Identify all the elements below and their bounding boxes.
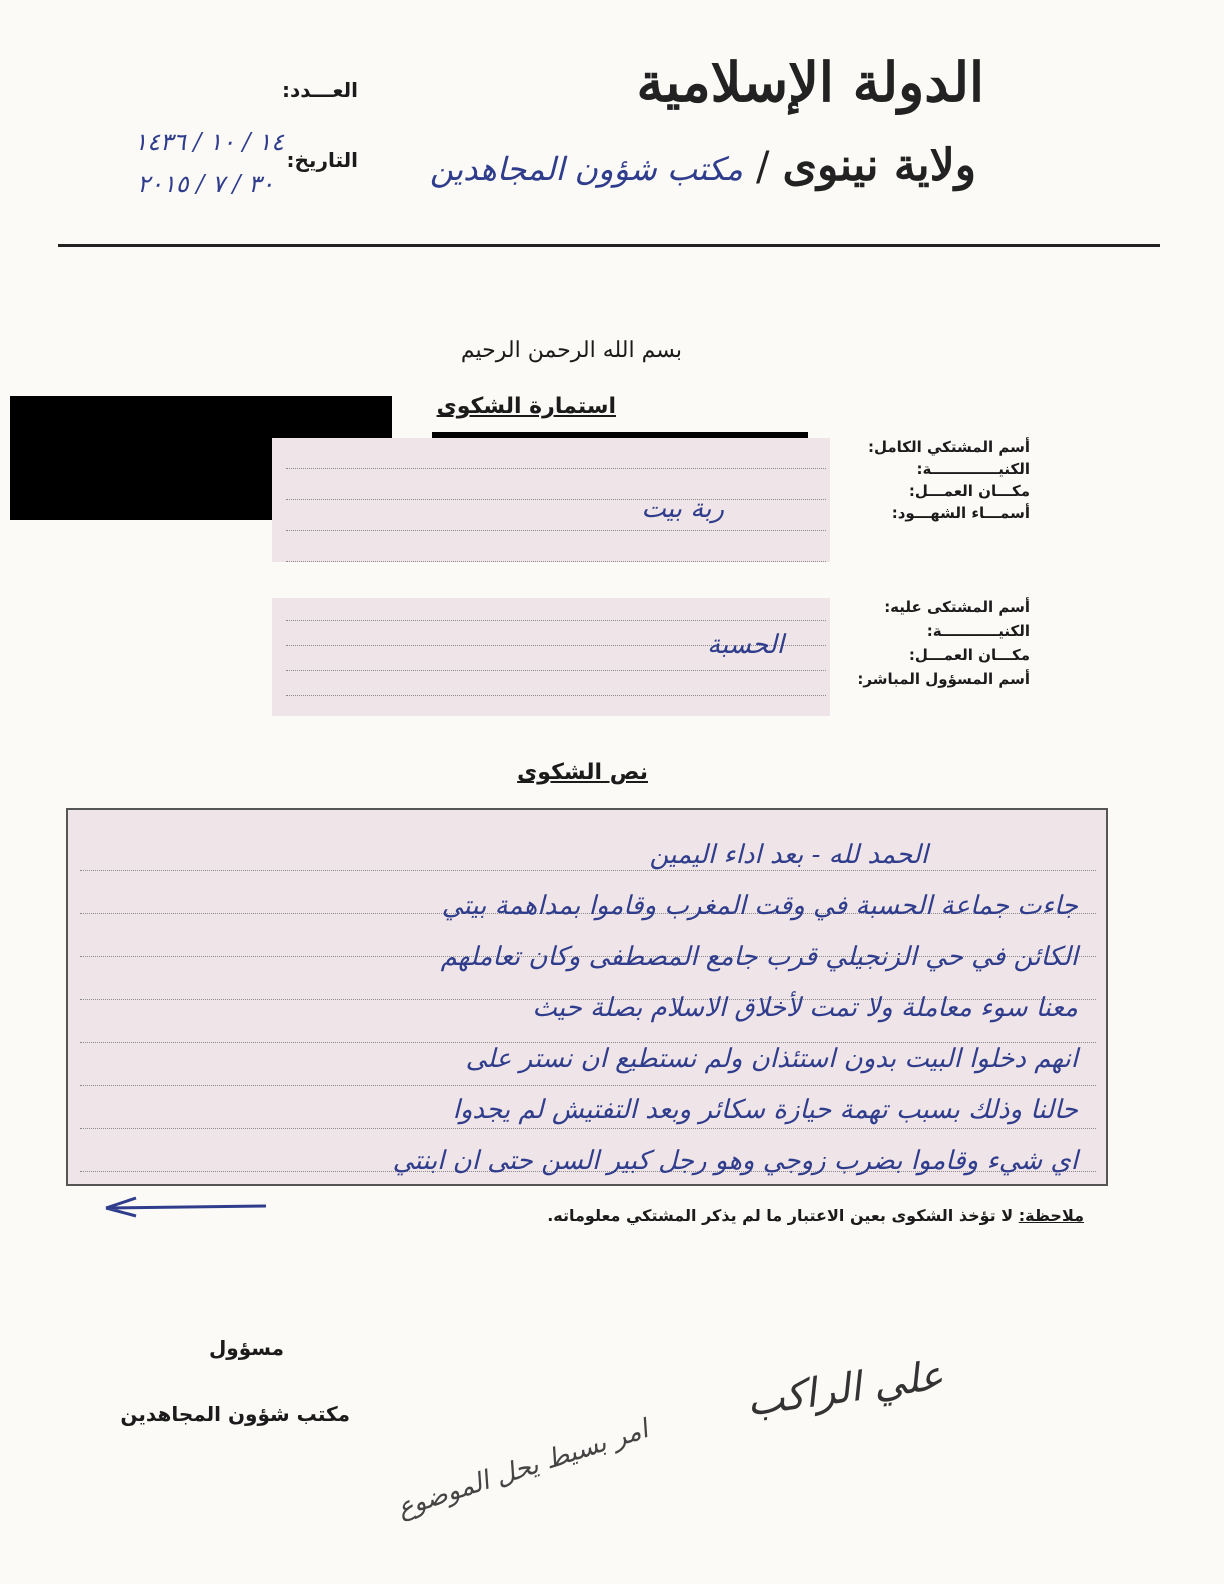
province-separator: / [755, 144, 770, 190]
date-gregorian: ٣٠ / ٧ / ٢٠١٥ [137, 170, 274, 198]
office-name-handwritten: مكتب شؤون المجاهدين [429, 150, 743, 188]
number-label: العـــدد: [282, 78, 358, 102]
complaint-line: الكائن في حي الزنجيلي قرب جامع المصطفى وكان تعاملهم [440, 942, 1078, 972]
responsible-label: مسؤول [208, 1336, 284, 1360]
complaint-heading: نص الشكوى [517, 760, 648, 785]
label-respondent-nickname: الكنيـــــــــــة: [926, 622, 1030, 640]
complaint-line: معنا سوء معاملة ولا تمت لأخلاق الاسلام بصلة حيث [532, 993, 1078, 1023]
handwritten-note: امر بسيط يحل الموضوع [394, 1414, 653, 1524]
pen-stroke-arrow [96, 1192, 276, 1222]
handwritten-signature: علي الراكب [743, 1352, 947, 1426]
note-text: لا تؤخذ الشكوى بعين الاعتبار ما لم يذكر المشتكي معلوماته. [547, 1206, 1014, 1225]
complaint-text [78, 830, 1078, 1187]
office-signature-label: مكتب شؤون المجاهدين [120, 1402, 350, 1426]
complainant-line [286, 500, 826, 531]
header-divider [58, 244, 1160, 247]
respondent-labels [830, 598, 1030, 694]
province-name: ولاية نينوى [782, 140, 976, 191]
bismillah: بسم الله الرحمن الرحيم [460, 338, 682, 363]
label-complainant-nickname: الكنيـــــــــــــة: [916, 460, 1030, 478]
complaint-line: اي شيء وقاموا بضرب زوجي وهو رجل كبير السن حتى ان ابنتي [392, 1146, 1078, 1176]
complainant-labels [830, 438, 1030, 526]
note-label: ملاحظة: [1018, 1206, 1084, 1225]
label-complainant-workplace: مكـــان العمـــل: [908, 482, 1030, 500]
label-complainant-name: أسم المشتكي الكامل: [867, 438, 1030, 456]
complainant-line [286, 469, 826, 500]
complainant-workplace-value: ربة بيت [641, 494, 724, 524]
respondent-line [286, 671, 826, 696]
complainant-line [286, 438, 826, 469]
label-respondent-name: أسم المشتكى عليه: [884, 598, 1030, 616]
respondent-nickname-value: الحسبة [707, 630, 784, 660]
complaint-line: حالنا وذلك بسبب تهمة حيازة سكائر وبعد التفتيش لم يجدوا [452, 1095, 1078, 1125]
complainant-line [286, 531, 826, 562]
complaint-line: جاءت جماعة الحسبة في وقت المغرب وقاموا بمداهمة بيتي [441, 891, 1078, 921]
complaint-line: الحمد لله - بعد اداء اليمين [649, 840, 928, 870]
date-label: التاريخ: [286, 148, 358, 172]
state-logo-title: الدولة الإسلامية [636, 50, 984, 114]
label-complainant-witnesses: أسمـــاء الشهـــود: [891, 504, 1030, 522]
date-hijri: ١٤ / ١٠ / ١٤٣٦ [134, 128, 284, 156]
form-title: استمارة الشكوى [436, 394, 616, 419]
label-respondent-workplace: مكـــان العمـــل: [908, 646, 1030, 664]
respondent-line [286, 596, 826, 621]
complainant-lines [286, 438, 826, 562]
label-respondent-supervisor: أسم المسؤول المباشر: [857, 670, 1030, 688]
complaint-line: انهم دخلوا البيت بدون استئذان ولم نستطيع ان نستر على [465, 1044, 1078, 1074]
note-line [547, 1206, 1084, 1225]
